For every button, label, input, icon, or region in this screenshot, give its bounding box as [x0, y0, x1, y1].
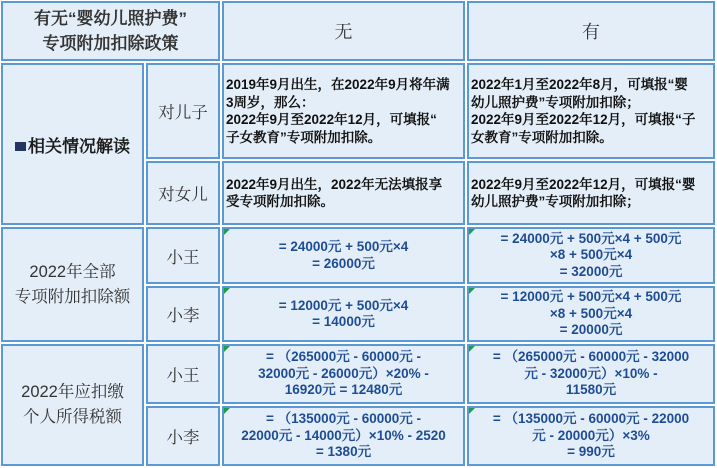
header-have-label: 有 [582, 22, 600, 42]
formula-line: = 14000元 [312, 314, 375, 329]
deduction-wang-none-cell [222, 227, 465, 284]
tax-group-label [21, 380, 124, 430]
formula-line: 16920元 = 12480元 [284, 382, 403, 398]
deduction-li-label: 小李 [166, 307, 200, 325]
deduction-li-none-formula [226, 298, 461, 331]
formula-line: = 1380元 [315, 444, 372, 460]
header-none-label: 无 [334, 22, 353, 42]
son-have-text [471, 76, 711, 146]
deduction-li-none-cell [222, 286, 465, 342]
tax-wang-none-formula [226, 349, 461, 399]
tax-wang-have-cell [467, 344, 715, 404]
text-line: 幼儿照护费”专项附加扣除； [471, 94, 640, 110]
son-have-cell [467, 63, 715, 159]
text-line: 幼儿照护费”专项附加扣除； [471, 194, 640, 209]
header-have-cell [467, 1, 715, 61]
group-label-line: 专项附加扣除额 [14, 287, 131, 306]
formula-line: = （265000元 - 60000元 - 32000 [492, 349, 690, 365]
daughter-label-cell [146, 161, 220, 225]
text-line: 子女教育”专项附加扣除。 [226, 129, 382, 145]
formula-line: = 20000元 [559, 322, 623, 338]
formula-line: 元 - 32000元）×10% - [524, 365, 658, 381]
text-line: 受专项附加扣除。 [226, 194, 334, 209]
son-none-cell [222, 63, 465, 159]
formula-line: = 12000元 + 500元×4 [278, 297, 409, 313]
daughter-none-cell [222, 161, 465, 225]
text-line: 女教育”专项附加扣除。 [471, 129, 613, 145]
formula-line: = （135000元 - 60000元 - 22000 [492, 411, 690, 427]
son-label: 对儿子 [158, 104, 208, 122]
text-line: 2022年1月至2022年8月，可填报“婴 [471, 77, 688, 92]
tax-li-have-formula [471, 411, 711, 461]
deduction-wang-label-cell [146, 227, 220, 284]
header-policy-cell [1, 1, 220, 61]
deduction-group-cell [1, 227, 144, 342]
daughter-have-text [471, 176, 711, 211]
header-policy-title [34, 6, 187, 56]
formula-line: ×8 + 500元×4 [549, 305, 633, 321]
formula-line: 22000元 - 14000元）×10% - 2520 [241, 427, 446, 443]
formula-line: = 32000元 [559, 263, 623, 279]
deduction-li-have-cell [467, 286, 715, 342]
deduction-wang-label: 小王 [166, 248, 200, 267]
deduction-wang-none-formula [226, 239, 461, 272]
deduction-wang-have-cell [467, 227, 715, 284]
deduction-wang-have-formula [471, 231, 711, 281]
deduction-group-label [15, 260, 131, 310]
son-label-cell [146, 63, 220, 159]
text-line: 2022年9月至2022年12月，可填报“子 [471, 112, 696, 127]
formula-line: = 990元 [567, 444, 615, 460]
daughter-label: 对女儿 [158, 186, 208, 204]
group-label-line: 2022年全部 [29, 262, 116, 281]
formula-line: 32000元 - 26000元）×20% - [258, 365, 429, 381]
situation-group-label [15, 132, 130, 157]
formula-line: = 24000元 + 500元×4 + 500元 [500, 230, 682, 246]
header-policy-line: 有无“婴幼儿照护费” [34, 9, 187, 28]
situation-group-text: 相关情况解读 [28, 136, 130, 156]
header-policy-line: 专项附加扣除政策 [42, 34, 179, 53]
group-label-line: 个人所得税额 [23, 408, 122, 426]
tax-li-none-formula [226, 411, 461, 461]
formula-line: = 12000元 + 500元×4 + 500元 [500, 289, 682, 305]
deduction-li-label-cell [146, 286, 220, 342]
daughter-have-cell [467, 161, 715, 225]
deduction-li-have-formula [471, 289, 711, 339]
formula-line: = 24000元 + 500元×4 [278, 239, 409, 254]
situation-group-cell [1, 63, 144, 225]
text-line: 2022年9月出生，2022年无法填报享 [226, 176, 443, 192]
group-label-line: 2022年应扣缴 [21, 383, 124, 401]
tax-li-label: 小李 [166, 429, 200, 447]
header-none-cell [222, 1, 465, 61]
tax-li-label-cell [146, 406, 220, 466]
formula-line: 11580元 [565, 382, 617, 398]
square-bullet-icon [15, 142, 26, 151]
tax-group-cell [1, 344, 144, 466]
tax-wang-have-formula [471, 349, 711, 399]
formula-line: = 26000元 [312, 255, 375, 271]
son-none-text [226, 76, 461, 146]
formula-line: = （135000元 - 60000元 - [266, 411, 421, 427]
formula-line: 元 - 20000元）×3% [532, 427, 650, 443]
tax-li-have-cell [467, 406, 715, 466]
formula-line: = （265000元 - 60000元 - [266, 349, 421, 365]
tax-wang-label-cell [146, 344, 220, 404]
text-line: 2022年9月至2022年12月，可填报“ [226, 112, 437, 127]
text-line: 2019年9月出生，在2022年9月将年满 [226, 77, 450, 92]
tax-li-none-cell [222, 406, 465, 466]
tax-wang-label: 小王 [166, 367, 200, 385]
text-line: 2022年9月至2022年12月，可填报“婴 [471, 176, 696, 192]
text-line: 3周岁，那么： [226, 94, 315, 110]
formula-line: ×8 + 500元×4 [549, 247, 633, 263]
daughter-none-text [226, 176, 461, 211]
tax-wang-none-cell [222, 344, 465, 404]
